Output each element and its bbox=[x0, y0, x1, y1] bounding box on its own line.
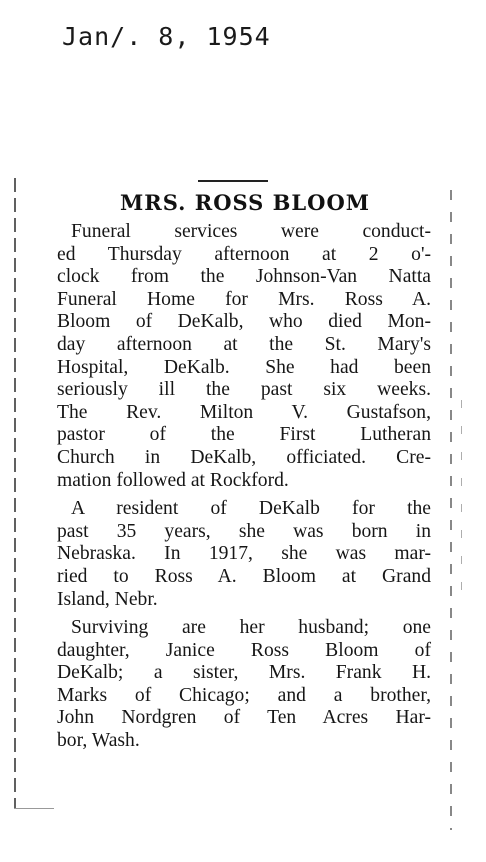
article-body bbox=[57, 221, 431, 753]
article-line: Church in DeKalb, officiated. Cre- bbox=[57, 446, 431, 468]
article-line: day afternoon at the St. Mary's bbox=[57, 333, 431, 355]
headline: MRS. ROSS BLOOM bbox=[120, 190, 371, 215]
article-line: mation followed at Rockford. bbox=[57, 469, 289, 491]
article-line: pastor of the First Lutheran bbox=[57, 424, 431, 446]
article-line: Nebraska. In 1917, she was mar- bbox=[57, 543, 431, 565]
article-line: DeKalb; a sister, Mrs. Frank H. bbox=[57, 662, 431, 684]
article-line: John Nordgren of Ten Acres Har- bbox=[57, 707, 431, 729]
article-line: daughter, Janice Ross Bloom of bbox=[57, 639, 431, 661]
article-line: Hospital, DeKalb. She had been bbox=[57, 356, 431, 378]
article-line: seriously ill the past six weeks. bbox=[57, 379, 431, 401]
article-line: A resident of DeKalb for the bbox=[71, 498, 431, 520]
clipping-edge-bottom bbox=[14, 808, 54, 809]
article-line: Surviving are her husband; one bbox=[71, 617, 431, 639]
article-line: ed Thursday afternoon at 2 o'- bbox=[57, 243, 431, 265]
headline-rule bbox=[198, 180, 268, 182]
article-line: ried to Ross A. Bloom at Grand bbox=[57, 565, 431, 587]
clipping-edge-right bbox=[450, 190, 452, 830]
article-line: The Rev. Milton V. Gustafson, bbox=[57, 401, 431, 423]
clipping-edge-right-outer bbox=[461, 400, 462, 600]
article-line: clock from the Johnson-Van Natta bbox=[57, 266, 431, 288]
date-stamp: Jan/. 8, 1954 bbox=[62, 22, 271, 51]
article-paragraph bbox=[57, 221, 431, 492]
clipping-edge-left bbox=[14, 178, 16, 808]
article-line: Island, Nebr. bbox=[57, 588, 158, 610]
article-line: Funeral services were conduct- bbox=[71, 221, 431, 242]
article-line: Marks of Chicago; and a brother, bbox=[57, 684, 431, 706]
article-paragraph bbox=[57, 498, 431, 611]
article-line: Bloom of DeKalb, who died Mon- bbox=[57, 311, 431, 333]
article-paragraph bbox=[57, 617, 431, 753]
article-line: past 35 years, she was born in bbox=[57, 520, 431, 542]
article-line: Funeral Home for Mrs. Ross A. bbox=[57, 288, 431, 310]
article-line: bor, Wash. bbox=[57, 730, 140, 752]
